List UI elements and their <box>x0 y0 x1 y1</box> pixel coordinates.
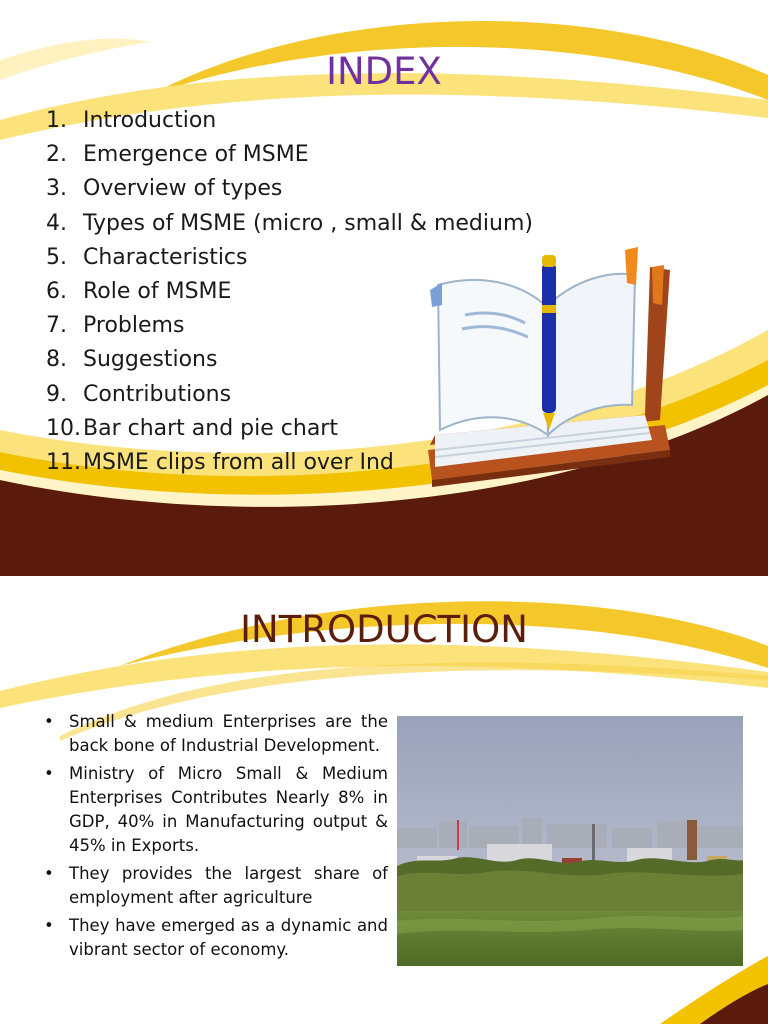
bullet-list <box>44 710 388 966</box>
page-title: INTRODUCTION <box>240 608 528 651</box>
slide-index: INDEX 1. Introduction 2. Emergence of MSME 3. Overview of types 4. Types of MSME (micro , small & medium) 5. Characteristics 6. Role of MSME 7. Problems 8. Suggestions 9. Contributions 10. Bar chart and pie chart 11. MSME clips from all over Ind <box>0 0 768 576</box>
list-item: • Small & medium Enterprises are the back bone of Industrial Development. <box>44 710 388 758</box>
list-item: • Ministry of Micro Small & Medium Enterprises Contributes Nearly 8% in GDP, 40% in Manufacturing output & 45% in Exports. <box>44 762 388 858</box>
city-landscape-photo <box>397 716 743 966</box>
page-title: INDEX <box>326 50 442 93</box>
list-item: • They provides the largest share of employment after agriculture <box>44 862 388 910</box>
slide-introduction <box>0 576 768 1024</box>
list-item: • They have emerged as a dynamic and vibrant sector of economy. <box>44 914 388 962</box>
book-icon <box>420 245 680 495</box>
